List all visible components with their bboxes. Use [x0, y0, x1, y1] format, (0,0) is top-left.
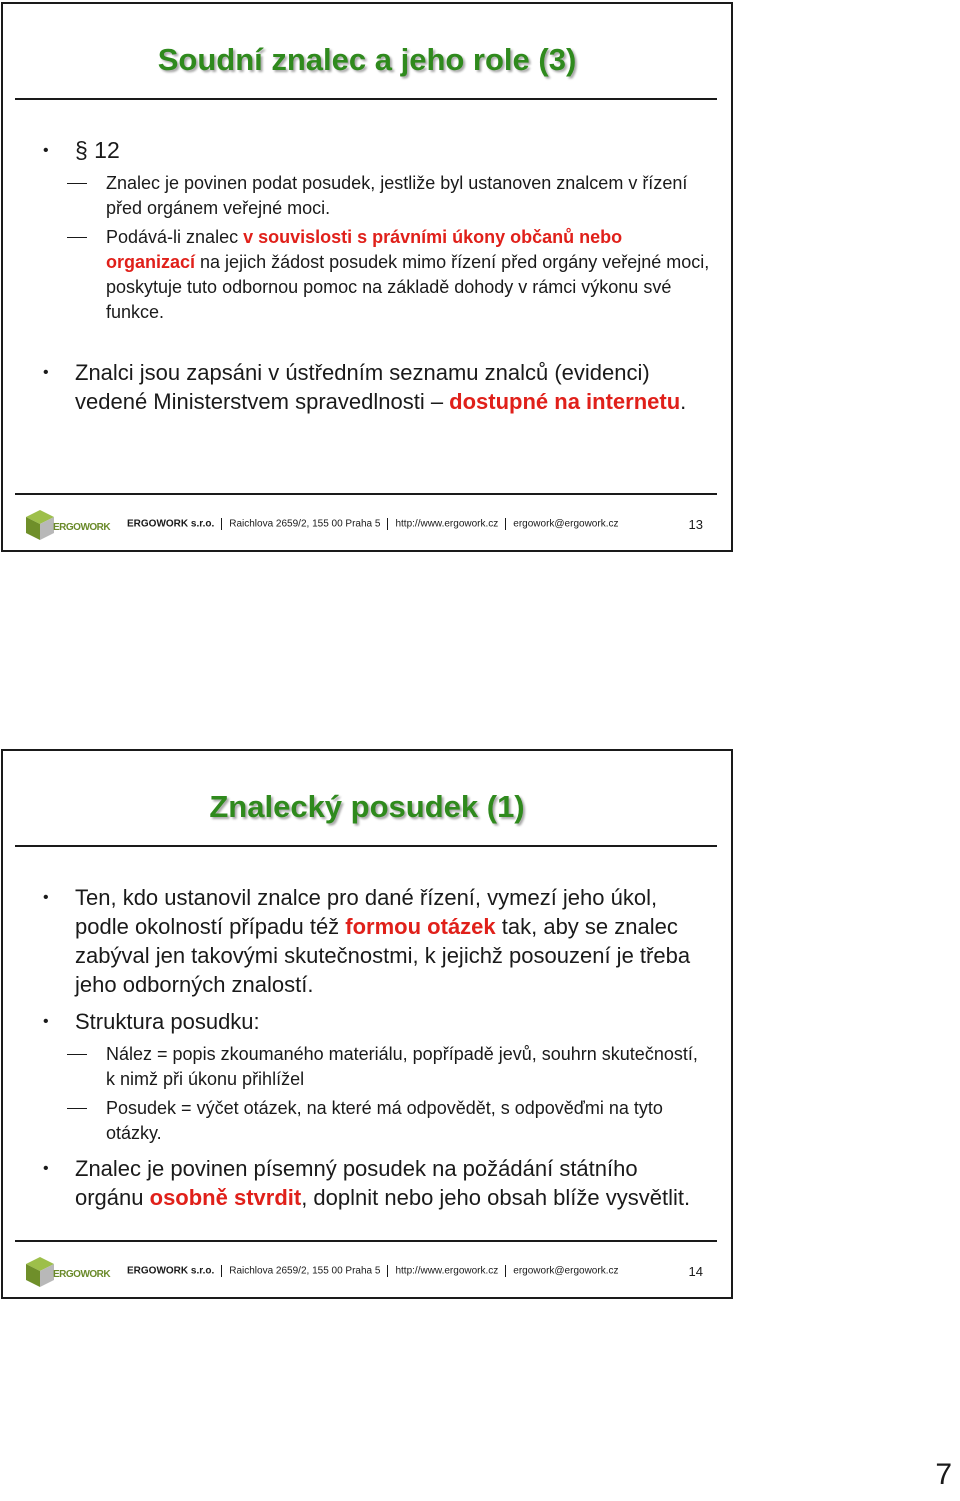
sub-bullet-text: Posudek = výčet otázek, na které má odpovědět, s odpověďmi na tyto otázky. [106, 1098, 663, 1143]
bullet-text: Ten, kdo ustanovil znalce pro dané řízení, vymezí jeho úkol, podle okolností případu též [75, 885, 658, 939]
emphasis-text: v souvislosti s právními úkony občanů nebo organizací [106, 227, 623, 272]
bullet-text: . [680, 389, 687, 414]
bullet-text: , doplnit nebo jeho obsah blíže vysvětlit. [301, 1185, 691, 1210]
bullet-item [43, 1007, 711, 1036]
slide-title: Soudní znalec a jeho role (3) [157, 42, 577, 77]
bullet-icon: • [43, 889, 49, 906]
company-name: ERGOWORK s.r.o. [127, 518, 215, 530]
bullet-item [43, 136, 711, 165]
dash-icon [67, 1054, 87, 1055]
bullet-text: § 12 [75, 137, 120, 163]
logo-text: ERGOWORK [53, 522, 111, 533]
bullet-item [43, 358, 711, 416]
sub-bullet-text: Znalec je povinen podat posudek, jestliže byl ustanoven znalcem v řízení před orgánem veřejné moci. [106, 173, 688, 218]
cube-logo-icon [23, 1255, 57, 1289]
sub-bullet-item [43, 1096, 711, 1146]
slide-footer [23, 1253, 703, 1289]
slide-number: 14 [688, 1264, 703, 1279]
emphasis-text: dostupné na internetu [449, 389, 681, 414]
footer-divider [15, 493, 717, 495]
emphasis-text: formou otázek [345, 914, 496, 939]
bullet-text: Struktura posudku: [75, 1009, 260, 1034]
slide-footer [23, 506, 703, 542]
logo-text: ERGOWORK [53, 1269, 111, 1280]
slide-13 [1, 2, 733, 552]
sub-bullet-text: Podává-li znalec [106, 227, 244, 247]
slide-title: Znalecký posudek (1) [209, 789, 525, 824]
bullet-text: tak, aby se znalec zabýval jen takovými skutečnostmi, k jejichž posouzení je třeba jeho odborných znalostí. [75, 914, 691, 997]
company-web: http://www.ergowork.cz [395, 1265, 499, 1277]
bullet-icon: • [43, 364, 49, 381]
company-address: Raichlova 2659/2, 155 00 Praha 5 [229, 1265, 381, 1277]
emphasis-text: osobně stvrdit [149, 1185, 302, 1210]
bullet-icon: • [43, 1160, 49, 1177]
slide-body [43, 883, 711, 1212]
company-logo [23, 508, 111, 542]
company-web: http://www.ergowork.cz [395, 518, 499, 530]
company-name: ERGOWORK s.r.o. [127, 1265, 215, 1277]
dash-icon [67, 237, 87, 238]
dash-icon [67, 183, 87, 184]
bullet-item [43, 883, 711, 999]
footer-divider [15, 1240, 717, 1242]
bullet-icon: • [43, 1013, 49, 1030]
sub-bullet-text: na jejich žádost posudek mimo řízení před orgány veřejné moci, poskytuje tuto odbornou pomoc na základě dohody v rámci výkonu své funkce. [106, 252, 710, 322]
sub-bullet-item [43, 171, 711, 221]
company-address: Raichlova 2659/2, 155 00 Praha 5 [229, 518, 381, 530]
dash-icon [67, 1108, 87, 1109]
slide-14 [1, 749, 733, 1299]
company-email: ergowork@ergowork.cz [513, 1265, 619, 1277]
slide-number: 13 [688, 517, 703, 532]
bullet-text: Znalci jsou zapsáni v ústředním seznamu znalců (evidenci) vedené Ministerstvem spravedlnosti – [75, 360, 650, 414]
sub-bullet-item [43, 225, 711, 325]
company-info [127, 518, 618, 530]
cube-logo-icon [23, 508, 57, 542]
title-divider [15, 845, 717, 847]
sheet-page-number: 7 [935, 1458, 952, 1491]
bullet-icon: • [43, 142, 49, 159]
company-logo [23, 1255, 111, 1289]
sub-bullet-text: Nález = popis zkoumaného materiálu, popřípadě jevů, souhrn skutečností, k nimž při úkonu přihlížel [106, 1044, 698, 1089]
slide-body [43, 136, 711, 416]
company-info [127, 1265, 618, 1277]
sub-bullet-item [43, 1042, 711, 1092]
bullet-item [43, 1154, 711, 1212]
title-divider [15, 98, 717, 100]
bullet-text: Znalec je povinen písemný posudek na požádání státního orgánu [75, 1156, 638, 1210]
company-email: ergowork@ergowork.cz [513, 518, 619, 530]
